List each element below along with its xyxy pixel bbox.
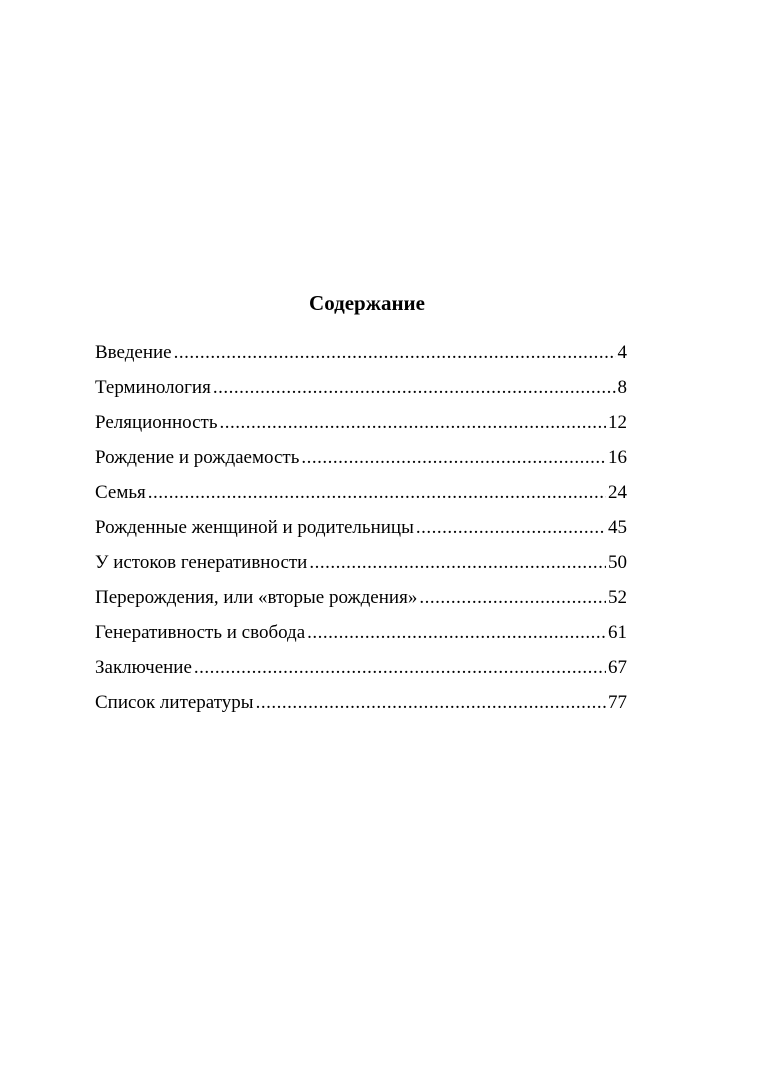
toc-entry-page-number: 45 [608,517,627,538]
toc-entry-label: Реляционность [95,412,218,433]
toc-entry-label: Список литературы [95,692,254,713]
toc-entry [95,373,627,408]
toc-entry-page-number: 61 [608,622,627,643]
toc-entry-page-number: 16 [608,447,627,468]
toc-entry [95,443,627,478]
toc-entry-label: У истоков генеративности [95,552,308,573]
toc-entry-label: Рождение и рождаемость [95,447,300,468]
toc-entry-page-number: 24 [608,482,627,503]
toc-leader-dots [416,513,606,543]
toc-entry-page-number: 50 [608,552,627,573]
toc-entry [95,513,627,548]
toc-entry-page-number: 67 [608,657,627,678]
toc-entry-label: Терминология [95,377,211,398]
toc-leader-dots [419,583,606,613]
toc-entry-page-number: 12 [608,412,627,433]
toc-entry-page-number: 8 [617,377,627,398]
toc-entry [95,338,627,373]
toc-entry-page-number: 4 [617,342,627,363]
toc-entry [95,583,627,618]
toc-leader-dots [220,408,606,438]
toc-leader-dots [194,653,606,683]
toc-leader-dots [307,618,606,648]
page-title: Содержание [309,291,425,315]
toc-entry [95,653,627,688]
toc-entry-label: Заключение [95,657,192,678]
toc-entry-label: Генеративность и свобода [95,622,306,643]
toc-entry-label: Рожденные женщиной и родительницы [95,517,414,538]
toc-leader-dots [148,478,606,508]
toc-entry [95,688,627,723]
toc-leader-dots [213,373,616,403]
table-of-contents [95,338,627,723]
toc-entry-page-number: 77 [608,692,627,713]
toc-entry-page-number: 52 [608,587,627,608]
toc-leader-dots [256,688,606,718]
toc-leader-dots [301,443,606,473]
toc-entry [95,478,627,513]
toc-leader-dots [174,338,616,368]
toc-entry-label: Семья [95,482,146,503]
toc-entry [95,408,627,443]
toc-entry [95,618,627,653]
toc-entry [95,548,627,583]
toc-entry-label: Введение [95,342,172,363]
toc-leader-dots [309,548,606,578]
toc-entry-label: Перерождения, или «вторые рождения» [95,587,418,608]
